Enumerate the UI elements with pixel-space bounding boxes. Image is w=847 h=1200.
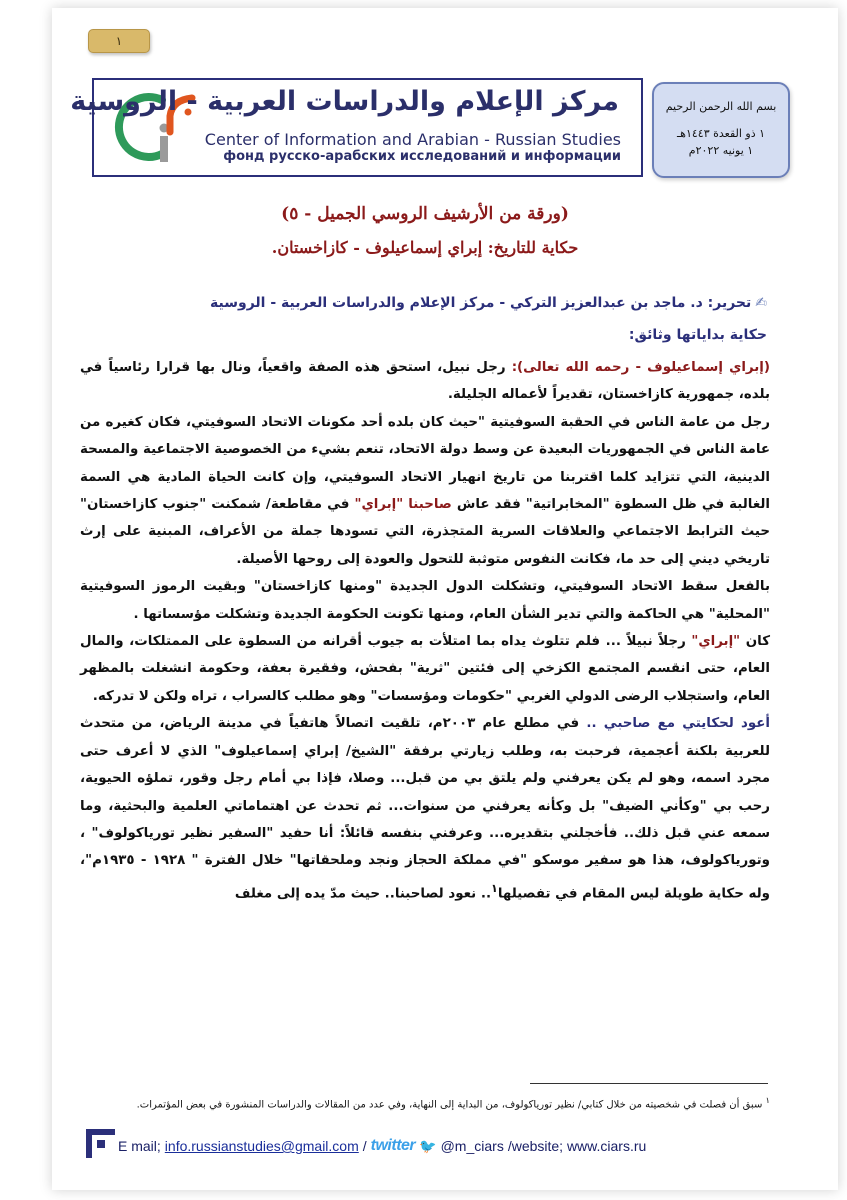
footnote-number: ١: [765, 1095, 770, 1105]
subject-name: (إبراي إسماعيلوف - رحمه الله تعالى):: [511, 360, 770, 375]
footnote-reference[interactable]: ١: [491, 881, 498, 895]
series-title: (ورقة من الأرشيف الروسي الجميل - ٥): [281, 204, 569, 224]
paragraph-5-end: .. نعود لصاحبنا.. حيث مدّ يده إلى مغلف: [234, 886, 492, 902]
paragraph-1-text: رجل نبيل، استحق هذه الصفة واقعياً، ونال بها قرارا رئاسياً في بلده، جمهورية كازاخستان، تقديراً لأعماله الجليلة.: [80, 360, 770, 403]
page-number: ١: [88, 29, 150, 53]
pen-icon: ✍: [755, 295, 767, 311]
paragraph-3: [80, 573, 770, 628]
section-subheading: حكاية بداياتها وثائق:: [628, 327, 767, 343]
footnote-text: سبق أن فصلت في شخصيته من خلال كتابي/ نظير تورياكولوف، من البداية إلى النهاية، وفي عدد من المقالات والدراسات المنشورة في بعض المؤتمرات.: [136, 1099, 763, 1111]
org-name-english: Center of Information and Arabian - Russian Studies: [204, 130, 621, 149]
paragraph-5: [80, 710, 770, 907]
footnote-divider: [530, 1083, 768, 1084]
org-name-arabic: مركز الإعلام والدراسات العربية - الروسية: [70, 86, 619, 117]
date-box: [652, 82, 790, 178]
twitter-bird-icon: 🐦: [419, 1137, 437, 1154]
paragraph-5-text: في مطلع عام ٢٠٠٣م، تلقيت اتصالاً هاتفياً في مدينة الرياض، من متحدث للعربية بلكنة أعجمية، فرحبت به، وطلب زيارتي برفقة "الشيخ/ إبراي إسماعيلوف" الذي لا أعرف حتى مجرد اسمه، وهو لم يكن يعرفني ولم يلتق بي من قبل... وصلا، فإذا بي أمام رجل وقور، تملؤه الحيوية، رحب بي "وكأني الضيف" بل وكأنه يعرفني من سنوات... ثم تحدث عن اهتماماتي العلمية والبحثية، وما سمعه عني قبل ذلك.. فأخجلني بتقديره... وعرفني بنفسه قائلاً: أنا حفيد "السفير نظير تورياكولوف" ، وتورياكولوف، هذا هو سفير موسكو "في مملكة الحجاز ونجد وملحقاتها" خلال الفترة " ١٩٢٨ - ١٩٣٥م"، وله حكاية طويلة ليس المقام في تفصيلها: [80, 716, 770, 902]
email-label: E mail;: [118, 1138, 161, 1154]
footnote: [80, 1090, 770, 1115]
twitter-handle[interactable]: @m_ciars: [440, 1138, 504, 1154]
twitter-logo[interactable]: twitter: [370, 1137, 416, 1154]
article-body: [80, 354, 770, 908]
paragraph-4-text: رجلاً نبيلاً ... فلم تتلوث يداه بما امتلأت به جيوب أقرانه من السطوة على الممتلكات، والمال العام، حتى انقسم المجتمع الكزخي إلى فئتين "ثرية" بفحش، وفقيرة بعفة، وحكومة انشغلت بالمظهر العام، واستجلاب الرضى الدولي الغربي "حكومات ومؤسسات" وهو مطلب كالسراب ، تراه ولكن لا تدركه.: [80, 634, 770, 704]
paragraph-4: [80, 628, 770, 710]
website-link[interactable]: /website; www.ciars.ru: [507, 1138, 647, 1154]
corner-bracket-icon: [85, 1128, 119, 1160]
paragraph-2: [80, 409, 770, 573]
author-text: تحرير: د. ماجد بن عبدالعزيز التركي - مركز الإعلام والدراسات العربية - الروسية: [210, 295, 752, 311]
email-link[interactable]: info.russianstudies@gmail.com: [164, 1138, 359, 1154]
header-banner: [70, 78, 643, 177]
gregorian-date: ١ يونيه ٢٠٢٢م: [688, 144, 754, 157]
paragraph-5-lead: أعود لحكايتي مع صاحبي ..: [586, 716, 770, 732]
paragraph-2-text: رجل من عامة الناس في الحقبة السوفيتية "حيث كان بلده أحد مكونات الاتحاد السوفيتي، فكان كغيره من عامة الناس في الجمهوريات البعيدة عن وسط دولة الاتحاد، تنعم بشيء من الخصوصية الاجتماعية والمسحة الدينية، التي تتزايد كلما اقتربنا من تاريخ انهيار الاتحاد السوفيتي، وإن كانت الحياة المادية هي السمة الغالبة في ظل السطوة "المخابراتية" فقد عاش: [80, 414, 770, 513]
subject-name-quoted: "إبراي": [691, 634, 741, 650]
paragraph-3-text: بالفعل سقط الاتحاد السوفيتي، وتشكلت الدول الجديدة "ومنها كازاخستان" وبقيت الرموز السوفيتية "المحلية" هي الحاكمة والتي تدير الشأن العام، ومنها تكونت الحكومة الجديدة وتشكلت مؤسساتها .: [80, 579, 770, 622]
main-title: حكاية للتاريخ: إبراي إسماعيلوف - كازاخستان.: [271, 238, 579, 257]
paragraph-1: [80, 354, 770, 409]
footer-contacts: [118, 1132, 778, 1160]
footer-separator: /: [362, 1138, 367, 1154]
hijri-date: ١ ذو القعدة ١٤٤٣هـ: [676, 127, 766, 140]
basmala: بسم الله الرحمن الرحيم: [665, 100, 777, 113]
author-line: [67, 295, 767, 311]
subject-name-inline: صاحبنا "إبراي": [354, 497, 452, 513]
paragraph-4-lead: كان: [740, 634, 771, 650]
org-name-russian: фонд русско-арабских исследований и информации: [223, 149, 621, 164]
paragraph-2-rest: في مقاطعة/ شمكنت "جنوب كازاخستان" حيث الترابط الاجتماعي والعلاقات السرية المتجذرة، التي تسودها جملة من الأعراف، المبنية على إرث تاريخي ديني إلى حد ما، فكانت النفوس متوثبة للتحول والعودة إلى روحها الأصيلة.: [80, 497, 770, 567]
